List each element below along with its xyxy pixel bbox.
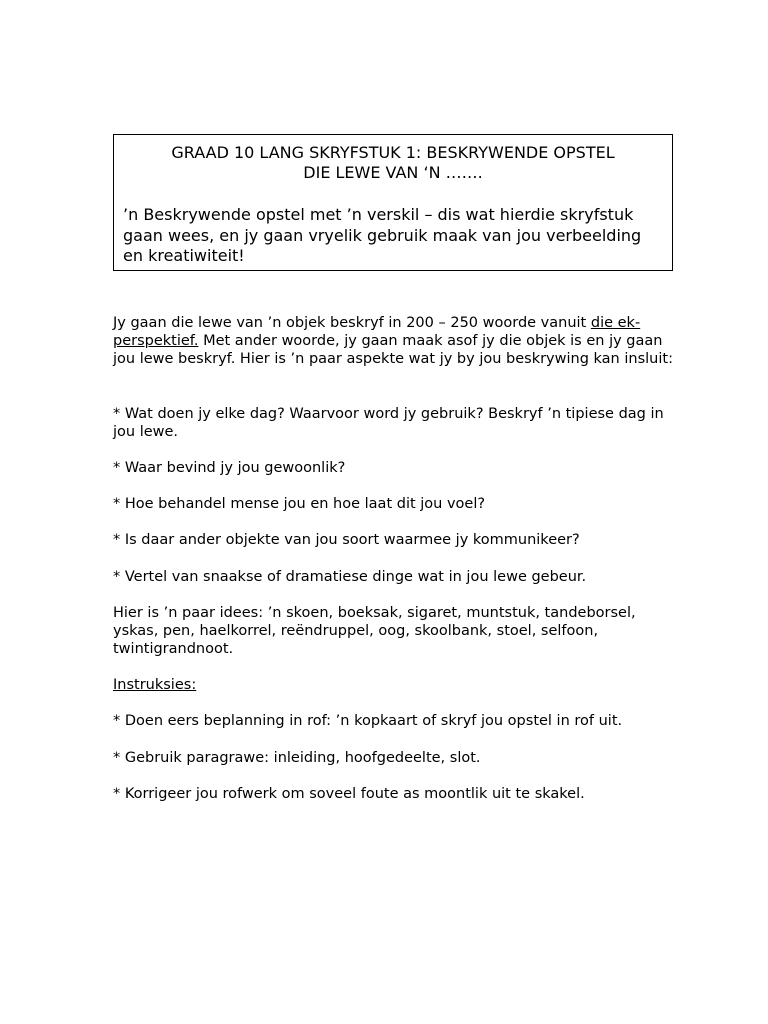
paragraph-description-start: Jy gaan die lewe van ’n objek beskryf in 200 – 250 woorde vanuit	[113, 315, 591, 331]
aspect-item: * Wat doen jy elke dag? Waarvoor word jy gebruik? Beskryf ’n tipiese dag in jou lewe.	[113, 406, 664, 440]
aspect-item: * Vertel van snaakse of dramatiese dinge wat in jou lewe gebeur.	[113, 569, 587, 585]
assignment-title: GRAAD 10 LANG SKRYFSTUK 1: BESKRYWENDE OPSTEL	[171, 143, 615, 162]
ek-perspektief-underlined: die ek-perspektief.	[113, 315, 641, 349]
ideas-paragraph: Hier is ’n paar idees: ’n skoen, boeksak, sigaret, muntstuk, tandeborsel, yskas, pen, haelkorrel, reëndruppel, oog, skoolbank, stoel, selfoon, twintigrandnoot.	[113, 605, 636, 657]
instruction-item: * Gebruik paragrawe: inleiding, hoofgedeelte, slot.	[113, 750, 481, 766]
aspect-item: * Is daar ander objekte van jou soort waarmee jy kommunikeer?	[113, 532, 580, 548]
aspect-item: * Waar bevind jy jou gewoonlik?	[113, 460, 346, 476]
title-box	[113, 134, 673, 271]
aspect-item: * Hoe behandel mense jou en hoe laat dit jou voel?	[113, 496, 486, 512]
intro-paragraph: ’n Beskrywende opstel met ’n verskil – dis wat hierdie skryfstuk gaan wees, en jy gaan vryelik gebruik maak van jou verbeelding en kreatiwiteit!	[123, 205, 642, 265]
instructions-heading: Instruksies:	[113, 677, 197, 693]
instruction-item: * Korrigeer jou rofwerk om soveel foute as moontlik uit te skakel.	[113, 786, 585, 802]
assignment-subtitle: DIE LEWE VAN ‘N …….	[303, 163, 483, 182]
instruction-item: * Doen eers beplanning in rof: ’n kopkaart of skryf jou opstel in rof uit.	[113, 713, 623, 729]
paragraph-description	[113, 314, 673, 368]
paragraph-description-end: Met ander woorde, jy gaan maak asof jy die objek is en jy gaan jou lewe beskryf. Hier is ’n paar aspekte wat jy by jou beskrywing kan insluit:	[113, 333, 673, 367]
